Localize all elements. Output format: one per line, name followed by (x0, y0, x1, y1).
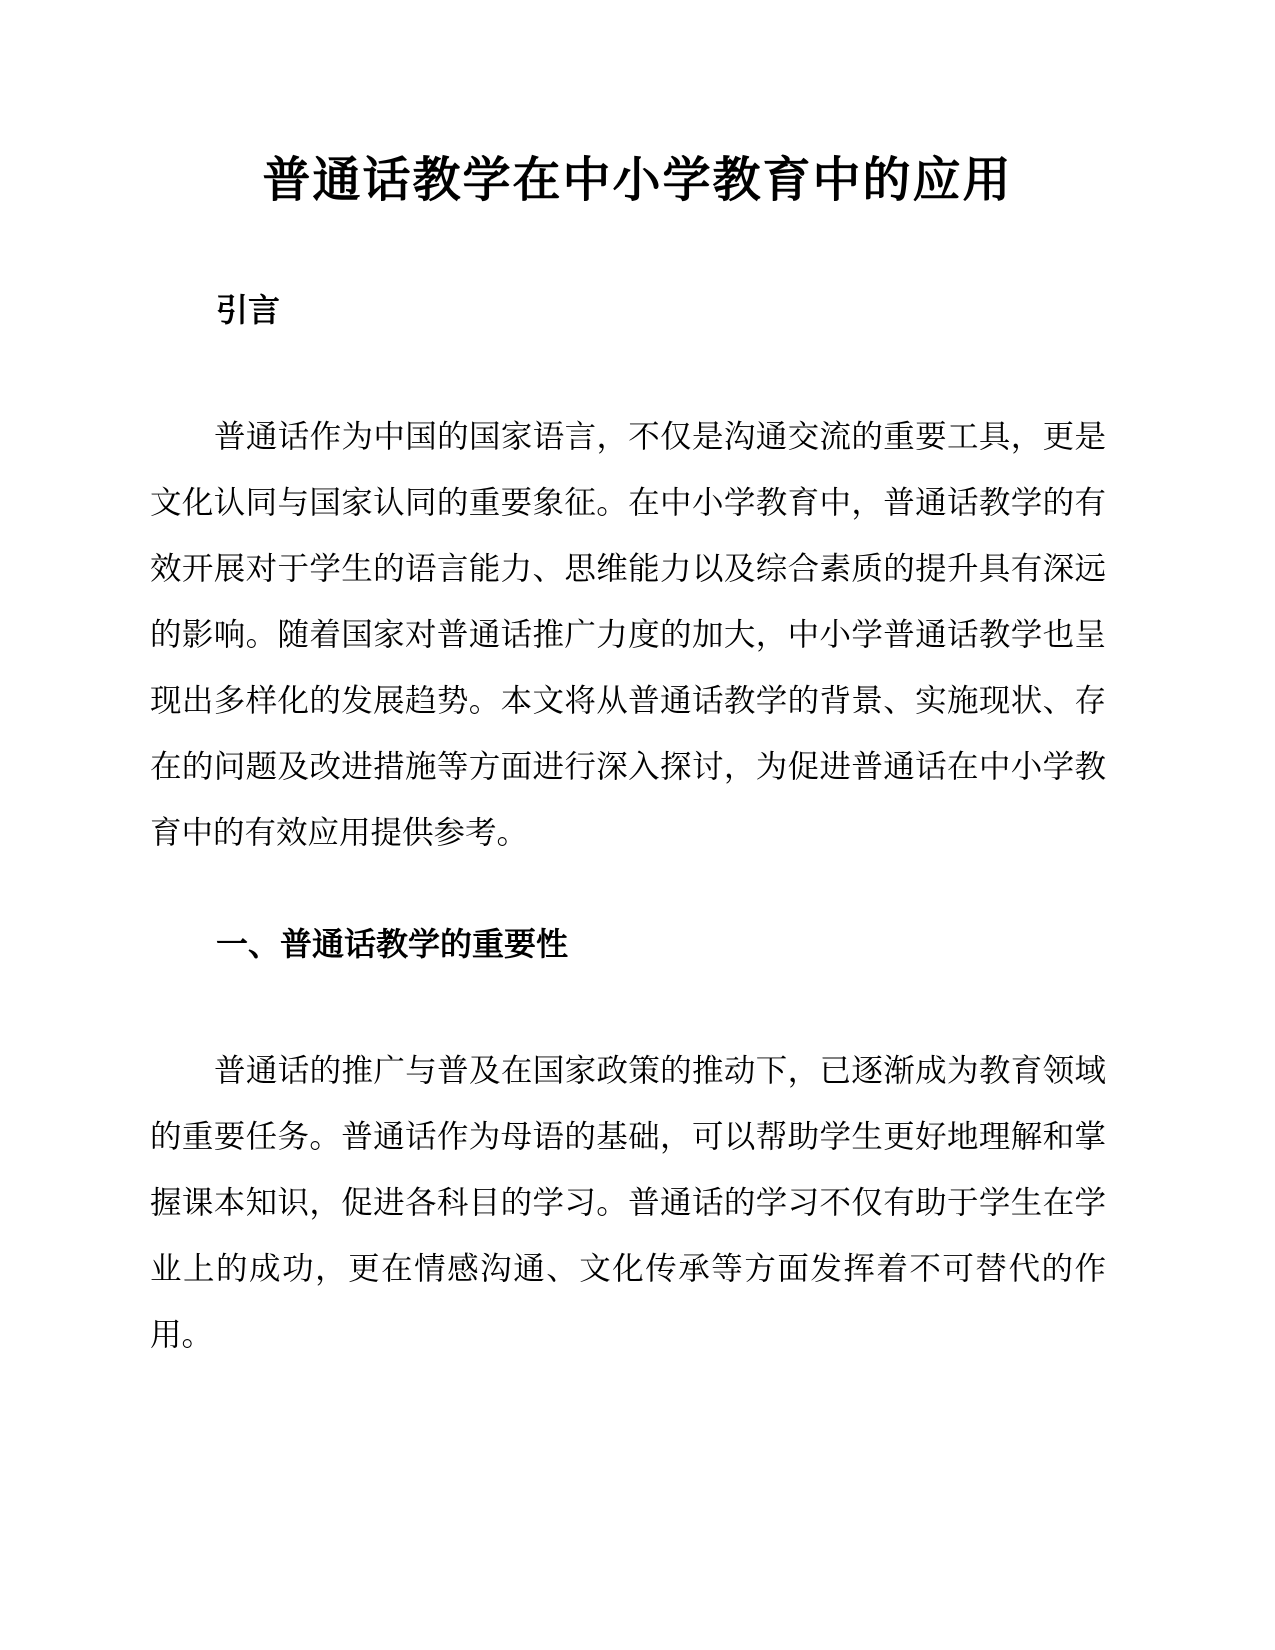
section-heading-importance: 一、普通话教学的重要性 (216, 925, 569, 963)
section-heading-intro: 引言 (216, 291, 281, 329)
paragraph-importance: 普通话的推广与普及在国家政策的推动下，已逐渐成为教育领域的重要任务。普通话作为母语的基础，可以帮助学生更好地理解和掌握课本知识，促进各科目的学习。普通话的学习不仅有助于学生在学业上的成功，更在情感沟通、文化传承等方面发挥着不可替代的作用。 (150, 1053, 1106, 1353)
document-title: 普通话教学在中小学教育中的应用 (262, 152, 1013, 208)
paragraph-intro: 普通话作为中国的国家语言，不仅是沟通交流的重要工具，更是文化认同与国家认同的重要象征。在中小学教育中，普通话教学的有效开展对于学生的语言能力、思维能力以及综合素质的提升具有深远的影响。随着国家对普通话推广力度的加大，中小学普通话教学也呈现出多样化的发展趋势。本文将从普通话教学的背景、实施现状、存在的问题及改进措施等方面进行深入探讨，为促进普通话在中小学教育中的有效应用提供参考。 (150, 419, 1106, 851)
